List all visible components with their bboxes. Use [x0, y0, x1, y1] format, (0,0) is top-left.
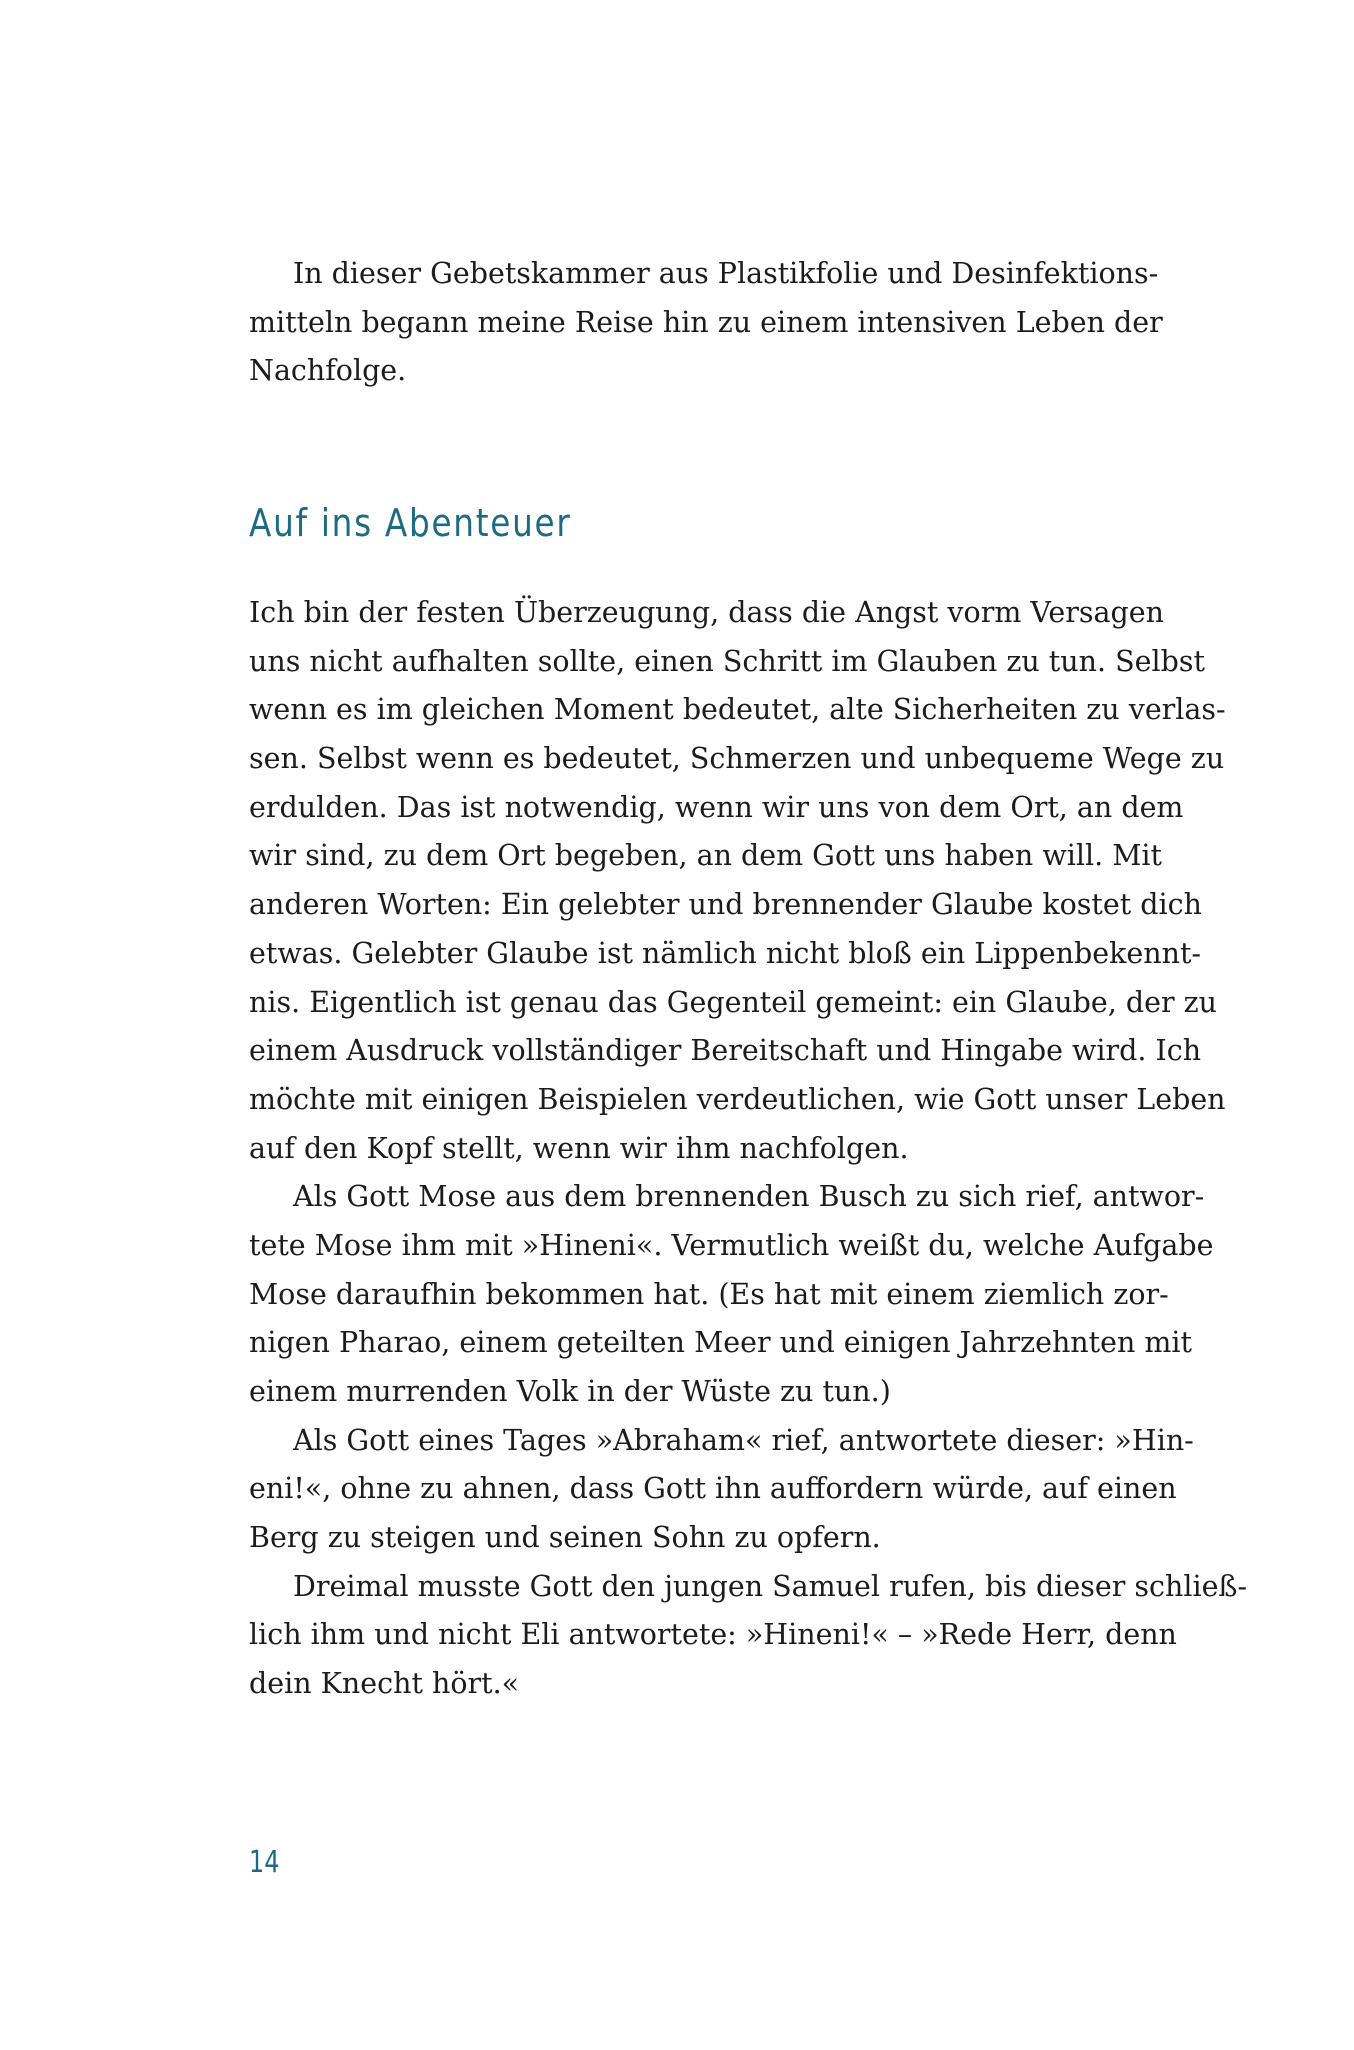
text-line: nigen Pharao, einem geteilten Meer und einigen Jahrzehnten mit — [249, 1326, 1192, 1360]
text-line: möchte mit einigen Beispielen verdeutlichen, wie Gott unser Leben — [249, 1082, 1226, 1116]
text-line: uns nicht aufhalten sollte, einen Schritt im Glauben zu tun. Selbst — [249, 644, 1205, 678]
text-line: nis. Eigentlich ist genau das Gegenteil gemeint: ein Glaube, der zu — [249, 985, 1218, 1019]
text-line: Dreimal musste Gott den jungen Samuel rufen, bis dieser schließ- — [293, 1569, 1248, 1603]
text-line: sen. Selbst wenn es bedeutet, Schmerzen und unbequeme Wege zu — [249, 742, 1225, 776]
intro-paragraph — [249, 250, 1163, 396]
text-line: lich ihm und nicht Eli antwortete: »Hineni!« – »Rede Herr, denn — [249, 1618, 1177, 1652]
text-line: Ich bin der festen Überzeugung, dass die Angst vorm Versagen — [249, 596, 1164, 629]
text-line: Mose daraufhin bekommen hat. (Es hat mit einem ziemlich zor- — [249, 1277, 1169, 1311]
text-line: mitteln begann meine Reise hin zu einem intensiven Leben der — [249, 305, 1163, 339]
page-number: 14 — [249, 1845, 280, 1880]
text-line: Als Gott Mose aus dem brennenden Busch zu sich rief, antwor- — [293, 1180, 1205, 1214]
text-line: anderen Worten: Ein gelebter und brennender Glaube kostet dich — [249, 888, 1202, 922]
text-line: etwas. Gelebter Glaube ist nämlich nicht bloß ein Lippenbekennt- — [249, 936, 1202, 970]
text-line: Nachfolge. — [249, 354, 407, 388]
text-line: einem Ausdruck vollständiger Bereitschaft und Hingabe wird. Ich — [249, 1034, 1202, 1068]
text-line: eni!«, ohne zu ahnen, dass Gott ihn auffordern würde, auf einen — [249, 1472, 1177, 1506]
body-text — [249, 589, 1248, 1709]
text-line: In dieser Gebetskammer aus Plastikfolie und Desinfektions- — [293, 257, 1159, 290]
text-line: auf den Kopf stellt, wenn wir ihm nachfolgen. — [249, 1131, 909, 1165]
section-heading: Auf ins Abenteuer — [249, 501, 572, 545]
text-line: dein Knecht hört.« — [249, 1667, 520, 1701]
text-line: Berg zu steigen und seinen Sohn zu opfern. — [249, 1521, 881, 1555]
text-line: wenn es im gleichen Moment bedeutet, alte Sicherheiten zu verlas- — [249, 693, 1226, 727]
text-line: erdulden. Das ist notwendig, wenn wir uns von dem Ort, an dem — [249, 790, 1184, 824]
text-line: tete Mose ihm mit »Hineni«. Vermutlich weißt du, welche Aufgabe — [249, 1228, 1214, 1262]
text-line: Als Gott eines Tages »Abraham« rief, antwortete dieser: »Hin- — [293, 1423, 1194, 1457]
text-line: einem murrenden Volk in der Wüste zu tun.) — [249, 1375, 891, 1408]
text-line: wir sind, zu dem Ort begeben, an dem Gott uns haben will. Mit — [249, 839, 1162, 873]
